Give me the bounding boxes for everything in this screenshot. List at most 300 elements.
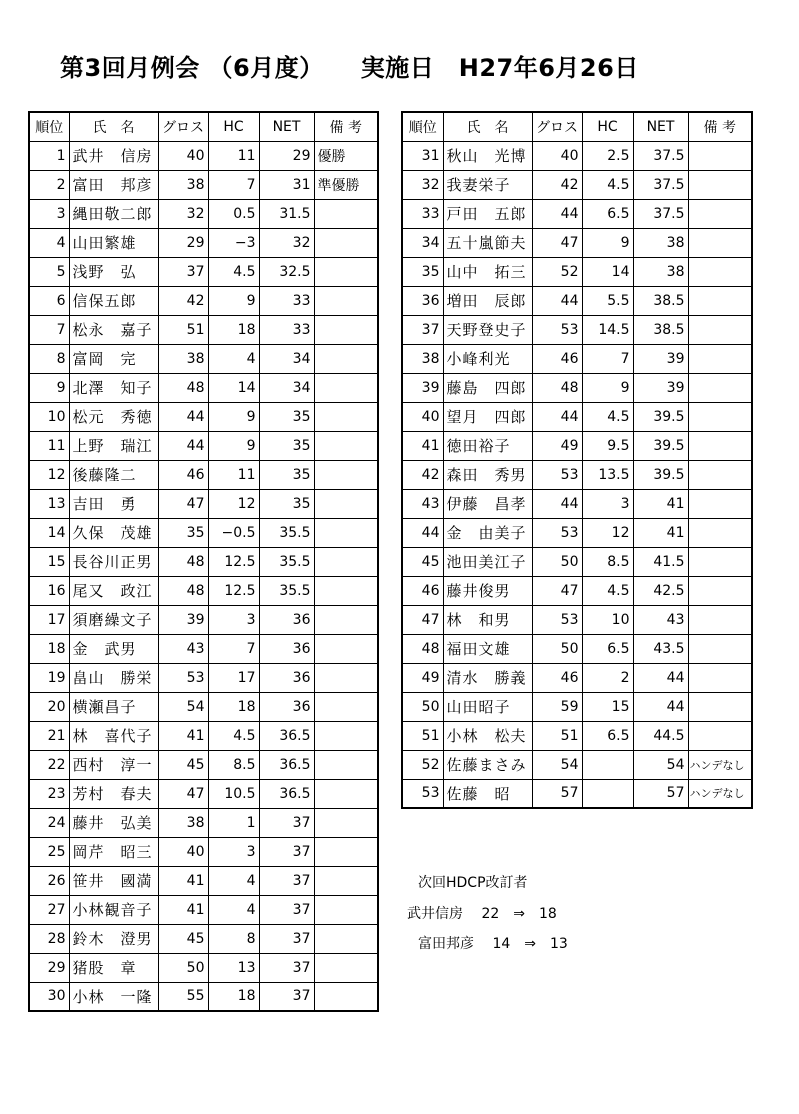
rank-cell: 49	[402, 663, 443, 692]
note-cell: 優勝	[314, 141, 378, 170]
net-cell: 32	[259, 228, 314, 257]
rank-cell: 41	[402, 431, 443, 460]
net-cell: 36.5	[259, 721, 314, 750]
table-row	[402, 750, 752, 779]
rank-cell: 42	[402, 460, 443, 489]
name-cell: 望月 四郎	[443, 402, 532, 431]
hc-cell: 4.5	[582, 402, 633, 431]
hc-cell: 4	[208, 866, 259, 895]
net-cell: 35.5	[259, 547, 314, 576]
hdcp-revision-line: 富田邦彦 14 ⇒ 13	[418, 936, 568, 952]
net-cell: 39	[633, 344, 688, 373]
hc-cell: 4.5	[208, 257, 259, 286]
name-cell: 天野登史子	[443, 315, 532, 344]
note-cell	[314, 344, 378, 373]
table-row	[29, 518, 378, 547]
rank-cell: 35	[402, 257, 443, 286]
name-cell: 藤島 四郎	[443, 373, 532, 402]
note-cell	[314, 721, 378, 750]
gross-cell: 50	[158, 953, 208, 982]
net-cell: 31	[259, 170, 314, 199]
rank-cell: 33	[402, 199, 443, 228]
col-note-header: 備 考	[314, 112, 378, 141]
table-row	[29, 489, 378, 518]
hdcp-revision-line: 武井信房 22 ⇒ 18	[407, 906, 557, 922]
rank-cell: 6	[29, 286, 69, 315]
name-cell: 武井 信房	[69, 141, 158, 170]
name-cell: 林 喜代子	[69, 721, 158, 750]
gross-cell: 40	[158, 837, 208, 866]
rank-cell: 10	[29, 402, 69, 431]
note-cell	[314, 953, 378, 982]
note-cell	[314, 808, 378, 837]
net-cell: 35	[259, 431, 314, 460]
rank-cell: 12	[29, 460, 69, 489]
note-cell	[314, 286, 378, 315]
hc-cell: 10.5	[208, 779, 259, 808]
table-row	[402, 431, 752, 460]
rank-cell: 21	[29, 721, 69, 750]
table-row	[29, 721, 378, 750]
hc-cell: 6.5	[582, 721, 633, 750]
note-cell	[314, 547, 378, 576]
hc-cell: 5.5	[582, 286, 633, 315]
note-cell	[314, 460, 378, 489]
rank-cell: 45	[402, 547, 443, 576]
gross-cell: 54	[532, 750, 582, 779]
results-table-left	[28, 111, 379, 1012]
note-cell	[688, 199, 752, 228]
table-row	[29, 982, 378, 1011]
note-cell	[688, 576, 752, 605]
rank-cell: 34	[402, 228, 443, 257]
gross-cell: 45	[158, 750, 208, 779]
table-row	[402, 141, 752, 170]
note-cell	[688, 344, 752, 373]
note-cell	[314, 373, 378, 402]
gross-cell: 53	[532, 518, 582, 547]
rank-cell: 48	[402, 634, 443, 663]
hc-cell: 9	[582, 373, 633, 402]
hc-cell: 17	[208, 663, 259, 692]
note-cell	[688, 228, 752, 257]
gross-cell: 44	[532, 199, 582, 228]
col-name-header: 氏 名	[443, 112, 532, 141]
net-cell: 37.5	[633, 199, 688, 228]
rank-cell: 8	[29, 344, 69, 373]
net-cell: 37	[259, 953, 314, 982]
name-cell: 縄田敬二郎	[69, 199, 158, 228]
table-row	[402, 315, 752, 344]
hc-cell: 2	[582, 663, 633, 692]
table-row	[402, 489, 752, 518]
name-cell: 横瀬昌子	[69, 692, 158, 721]
rank-cell: 32	[402, 170, 443, 199]
note-cell: 準優勝	[314, 170, 378, 199]
note-cell	[314, 779, 378, 808]
table-row	[29, 750, 378, 779]
rank-cell: 15	[29, 547, 69, 576]
rank-cell: 50	[402, 692, 443, 721]
name-cell: 畠山 勝栄	[69, 663, 158, 692]
net-cell: 41	[633, 518, 688, 547]
rank-cell: 9	[29, 373, 69, 402]
rank-cell: 7	[29, 315, 69, 344]
gross-cell: 48	[158, 576, 208, 605]
table-row	[29, 141, 378, 170]
net-cell: 37.5	[633, 141, 688, 170]
name-cell: 鈴木 澄男	[69, 924, 158, 953]
rank-cell: 22	[29, 750, 69, 779]
gross-cell: 53	[532, 460, 582, 489]
table-row	[29, 431, 378, 460]
table-row	[29, 170, 378, 199]
hc-cell: 4.5	[208, 721, 259, 750]
rank-cell: 1	[29, 141, 69, 170]
net-cell: 44.5	[633, 721, 688, 750]
hc-cell: 14	[582, 257, 633, 286]
net-cell: 42.5	[633, 576, 688, 605]
name-cell: 福田文雄	[443, 634, 532, 663]
name-cell: 富田 邦彦	[69, 170, 158, 199]
gross-cell: 41	[158, 866, 208, 895]
table-row	[29, 315, 378, 344]
gross-cell: 55	[158, 982, 208, 1011]
rank-cell: 52	[402, 750, 443, 779]
table-row	[29, 547, 378, 576]
rank-cell: 19	[29, 663, 69, 692]
table-row	[402, 228, 752, 257]
name-cell: 増田 辰郎	[443, 286, 532, 315]
net-cell: 37.5	[633, 170, 688, 199]
hc-cell: 15	[582, 692, 633, 721]
table-row	[29, 605, 378, 634]
net-cell: 44	[633, 692, 688, 721]
gross-cell: 44	[532, 402, 582, 431]
name-cell: 浅野 弘	[69, 257, 158, 286]
hc-cell: 4.5	[582, 170, 633, 199]
hc-cell: 9	[208, 286, 259, 315]
table-row	[402, 170, 752, 199]
note-cell	[688, 460, 752, 489]
note-cell	[314, 431, 378, 460]
hc-cell: 7	[208, 634, 259, 663]
net-cell: 34	[259, 373, 314, 402]
gross-cell: 57	[532, 779, 582, 808]
rank-cell: 13	[29, 489, 69, 518]
hc-cell: 4	[208, 344, 259, 373]
table-row	[29, 257, 378, 286]
gross-cell: 42	[158, 286, 208, 315]
table-row	[402, 692, 752, 721]
table-row	[29, 837, 378, 866]
gross-cell: 44	[532, 489, 582, 518]
net-cell: 36	[259, 634, 314, 663]
hc-cell: −0.5	[208, 518, 259, 547]
net-cell: 39.5	[633, 402, 688, 431]
note-cell	[314, 837, 378, 866]
col-gross-header: グロス	[158, 112, 208, 141]
hc-cell: 3	[208, 837, 259, 866]
table-row	[29, 924, 378, 953]
table-row	[29, 779, 378, 808]
gross-cell: 50	[532, 547, 582, 576]
gross-cell: 48	[158, 547, 208, 576]
gross-cell: 52	[532, 257, 582, 286]
hc-cell: 9	[208, 431, 259, 460]
net-cell: 36.5	[259, 750, 314, 779]
gross-cell: 41	[158, 895, 208, 924]
col-hc-header: HC	[582, 112, 633, 141]
table-row	[402, 576, 752, 605]
name-cell: 西村 淳一	[69, 750, 158, 779]
rank-cell: 5	[29, 257, 69, 286]
note-cell: ハンデなし	[688, 779, 752, 808]
hc-cell: 11	[208, 141, 259, 170]
hc-cell: 14	[208, 373, 259, 402]
gross-cell: 44	[158, 402, 208, 431]
net-cell: 44	[633, 663, 688, 692]
rank-cell: 46	[402, 576, 443, 605]
net-cell: 38	[633, 257, 688, 286]
note-cell	[314, 257, 378, 286]
table-row	[402, 402, 752, 431]
gross-cell: 41	[158, 721, 208, 750]
table-row	[29, 808, 378, 837]
col-name-header: 氏 名	[69, 112, 158, 141]
name-cell: 金 武男	[69, 634, 158, 663]
name-cell: 須磨繰文子	[69, 605, 158, 634]
table-row	[29, 866, 378, 895]
hc-cell: 7	[582, 344, 633, 373]
hc-cell: 8.5	[208, 750, 259, 779]
name-cell: 池田美江子	[443, 547, 532, 576]
rank-cell: 36	[402, 286, 443, 315]
note-cell	[688, 663, 752, 692]
gross-cell: 49	[532, 431, 582, 460]
table-row	[402, 257, 752, 286]
name-cell: 吉田 勇	[69, 489, 158, 518]
hc-cell: 9.5	[582, 431, 633, 460]
note-cell	[688, 721, 752, 750]
net-cell: 35.5	[259, 518, 314, 547]
hc-cell: 18	[208, 982, 259, 1011]
net-cell: 38	[633, 228, 688, 257]
net-cell: 41.5	[633, 547, 688, 576]
note-cell	[314, 924, 378, 953]
name-cell: 小林 松夫	[443, 721, 532, 750]
col-rank-header: 順位	[402, 112, 443, 141]
rank-cell: 17	[29, 605, 69, 634]
rank-cell: 3	[29, 199, 69, 228]
name-cell: 松元 秀徳	[69, 402, 158, 431]
table-row	[29, 663, 378, 692]
rank-cell: 31	[402, 141, 443, 170]
hc-cell: 13	[208, 953, 259, 982]
table-row	[402, 634, 752, 663]
hc-cell: 3	[582, 489, 633, 518]
note-cell	[314, 489, 378, 518]
rank-cell: 14	[29, 518, 69, 547]
name-cell: 小峰利光	[443, 344, 532, 373]
gross-cell: 46	[158, 460, 208, 489]
rank-cell: 53	[402, 779, 443, 808]
rank-cell: 18	[29, 634, 69, 663]
hc-cell: 6.5	[582, 199, 633, 228]
note-cell	[688, 634, 752, 663]
net-cell: 41	[633, 489, 688, 518]
rank-cell: 2	[29, 170, 69, 199]
hc-cell: 13.5	[582, 460, 633, 489]
rank-cell: 25	[29, 837, 69, 866]
net-cell: 32.5	[259, 257, 314, 286]
hc-cell: 0.5	[208, 199, 259, 228]
net-cell: 35	[259, 402, 314, 431]
net-cell: 33	[259, 315, 314, 344]
name-cell: 小林観音子	[69, 895, 158, 924]
note-cell	[688, 170, 752, 199]
hc-cell	[582, 750, 633, 779]
rank-cell: 11	[29, 431, 69, 460]
name-cell: 笹井 國満	[69, 866, 158, 895]
rank-cell: 38	[402, 344, 443, 373]
table-row	[402, 518, 752, 547]
gross-cell: 53	[532, 605, 582, 634]
name-cell: 藤井 弘美	[69, 808, 158, 837]
hc-cell: 3	[208, 605, 259, 634]
gross-cell: 51	[532, 721, 582, 750]
net-cell: 33	[259, 286, 314, 315]
hc-cell: 12.5	[208, 547, 259, 576]
name-cell: 山田昭子	[443, 692, 532, 721]
table-row	[402, 460, 752, 489]
rank-cell: 26	[29, 866, 69, 895]
rank-cell: 29	[29, 953, 69, 982]
hc-cell: 1	[208, 808, 259, 837]
note-cell	[314, 634, 378, 663]
note-cell	[314, 402, 378, 431]
table-row	[29, 344, 378, 373]
net-cell: 36.5	[259, 779, 314, 808]
name-cell: 猪股 章	[69, 953, 158, 982]
col-rank-header: 順位	[29, 112, 69, 141]
hc-cell: 12	[208, 489, 259, 518]
net-cell: 39.5	[633, 460, 688, 489]
name-cell: 松永 嘉子	[69, 315, 158, 344]
name-cell: 上野 瑞江	[69, 431, 158, 460]
note-cell	[314, 605, 378, 634]
net-cell: 36	[259, 663, 314, 692]
note-cell	[314, 866, 378, 895]
hc-cell: 8.5	[582, 547, 633, 576]
table-row	[29, 692, 378, 721]
note-cell	[688, 257, 752, 286]
rank-cell: 20	[29, 692, 69, 721]
name-cell: 五十嵐節夫	[443, 228, 532, 257]
note-cell	[314, 228, 378, 257]
table-row	[402, 286, 752, 315]
header-row	[402, 112, 752, 141]
note-cell	[314, 199, 378, 228]
table-row	[402, 663, 752, 692]
name-cell: 長谷川正男	[69, 547, 158, 576]
name-cell: 林 和男	[443, 605, 532, 634]
gross-cell: 43	[158, 634, 208, 663]
note-cell: ハンデなし	[688, 750, 752, 779]
table-row	[29, 460, 378, 489]
table-row	[29, 895, 378, 924]
name-cell: 信保五郎	[69, 286, 158, 315]
note-cell	[314, 576, 378, 605]
note-cell	[314, 692, 378, 721]
table-row	[402, 605, 752, 634]
table-row	[402, 373, 752, 402]
net-cell: 37	[259, 837, 314, 866]
name-cell: 山田繁雄	[69, 228, 158, 257]
gross-cell: 45	[158, 924, 208, 953]
note-cell	[314, 895, 378, 924]
rank-cell: 40	[402, 402, 443, 431]
gross-cell: 47	[532, 228, 582, 257]
gross-cell: 53	[532, 315, 582, 344]
rank-cell: 4	[29, 228, 69, 257]
rank-cell: 44	[402, 518, 443, 547]
net-cell: 54	[633, 750, 688, 779]
name-cell: 森田 秀男	[443, 460, 532, 489]
col-net-header: NET	[259, 112, 314, 141]
net-cell: 37	[259, 924, 314, 953]
gross-cell: 40	[158, 141, 208, 170]
note-cell	[688, 315, 752, 344]
hdcp-revision-title: 次回HDCP改訂者	[418, 875, 528, 891]
rank-cell: 30	[29, 982, 69, 1011]
note-cell	[314, 982, 378, 1011]
note-cell	[688, 402, 752, 431]
rank-cell: 27	[29, 895, 69, 924]
gross-cell: 47	[158, 779, 208, 808]
gross-cell: 42	[532, 170, 582, 199]
table-row	[29, 402, 378, 431]
table-row	[402, 199, 752, 228]
table-row	[29, 953, 378, 982]
col-gross-header: グロス	[532, 112, 582, 141]
hc-cell: 10	[582, 605, 633, 634]
name-cell: 岡芹 昭三	[69, 837, 158, 866]
name-cell: 芳村 春夫	[69, 779, 158, 808]
name-cell: 久保 茂雄	[69, 518, 158, 547]
header-row	[29, 112, 378, 141]
name-cell: 伊藤 昌孝	[443, 489, 532, 518]
note-cell	[688, 431, 752, 460]
gross-cell: 38	[158, 170, 208, 199]
note-cell	[314, 518, 378, 547]
hc-cell: 18	[208, 315, 259, 344]
name-cell: 後藤隆二	[69, 460, 158, 489]
note-cell	[688, 605, 752, 634]
table-row	[29, 576, 378, 605]
page-title: 第3回月例会 （6月度） 実施日 H27年6月26日	[60, 54, 639, 82]
gross-cell: 59	[532, 692, 582, 721]
gross-cell: 47	[158, 489, 208, 518]
name-cell: 金 由美子	[443, 518, 532, 547]
rank-cell: 39	[402, 373, 443, 402]
net-cell: 36	[259, 692, 314, 721]
rank-cell: 47	[402, 605, 443, 634]
note-cell	[688, 547, 752, 576]
net-cell: 37	[259, 866, 314, 895]
table-row	[402, 779, 752, 808]
net-cell: 35	[259, 460, 314, 489]
